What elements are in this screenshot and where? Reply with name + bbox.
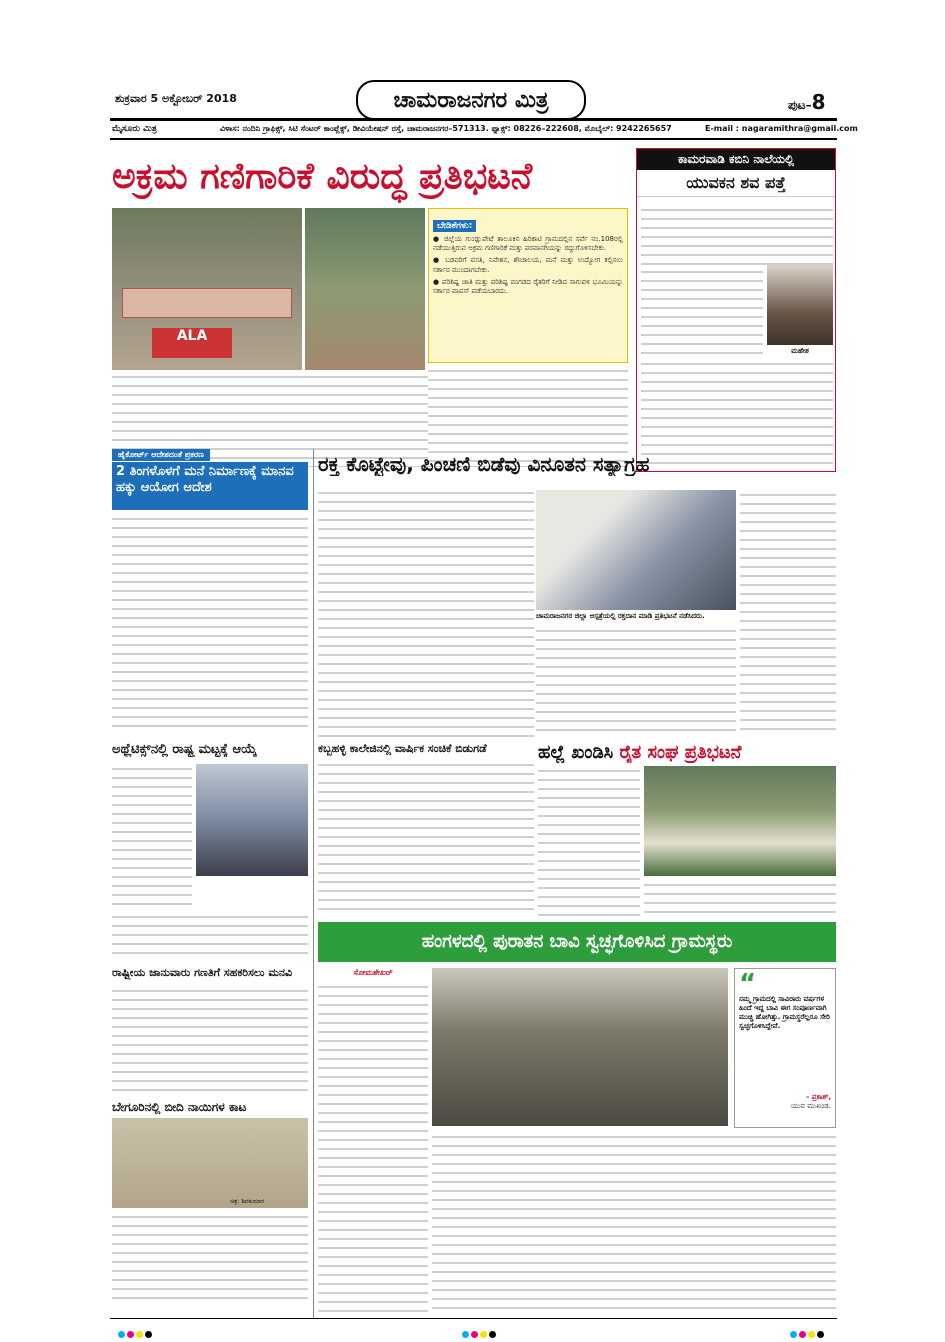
registration-marks (118, 1323, 154, 1342)
demands-box (428, 208, 628, 363)
farmers-headline-part2: ರೈತ ಸಂಘ ಪ್ರತಿಭಟನೆ (619, 742, 742, 763)
lead-headline: ಅಕ್ರಮ ಗಣಿಗಾರಿಕೆ ವಿರುದ್ಧ ಪ್ರತಿಭಟನೆ (112, 155, 533, 197)
header-rule-2 (110, 138, 837, 140)
well-body (318, 982, 428, 1312)
obituary-photo-caption: ಮಹೇಶ (791, 347, 809, 355)
obituary-box (636, 148, 836, 472)
header-date: ಶುಕ್ರವಾರ 5 ಅಕ್ಟೋಬರ್ 2018 (115, 92, 237, 105)
header-rule (110, 118, 837, 121)
obituary-text-2 (641, 267, 763, 357)
page-label: ಪುಟ (788, 98, 806, 112)
well-quote-text: ನಮ್ಮ ಗ್ರಾಮದಲ್ಲಿ ಸಾವಿರಾರು ವರ್ಷಗಳ ಹಿಂದೆ ಇದ್ದ ಬಾವಿ ಈಗ ಸಂಪೂರ್ಣವಾಗಿ ಮುಚ್ಚಿ ಹೋಗಿತ್ತು. ಗ್ರಾಮಸ್ಥರೆಲ್ಲರೂ ಸೇರಿ ಸ್ವಚ್ಛಗೊಳಿಸಿದ್ದೇವೆ. (739, 995, 830, 1030)
satyagraha-photo-caption: ಚಾಮರಾಜನಗರ ಜಿಲ್ಲಾ ಆಸ್ಪತ್ರೆಯಲ್ಲಿ ರಕ್ತದಾನ ಮಾಡಿ ಪ್ರತಿಭಟನೆ ನಡೆಸಿದರು. (536, 612, 705, 620)
obituary-headline-2: ಯುವಕನ ಶವ ಪತ್ತೆ (637, 170, 835, 197)
dogs-headline: ಬೇಗೂರಿನಲ್ಲಿ ಬೀದಿ ನಾಯಿಗಳ ಕಾಟ (112, 1100, 247, 1114)
masthead (356, 80, 586, 120)
well-quote-role: ಯುವ ಮುಖಂಡ. (790, 1102, 831, 1110)
well-headline: ಹಂಗಳದಲ್ಲಿ ಪುರಾತನ ಬಾವಿ ಸ್ವಚ್ಛಗೊಳಿಸಿದ ಗ್ರಾಮಸ್ಥರು (318, 922, 836, 962)
census-headline: ರಾಷ್ಟ್ರೀಯ ಜಾನುವಾರು ಗಣತಿಗೆ ಸಹಕರಿಸಲು ಮನವಿ (112, 966, 293, 979)
demand-item: ● ಪರಿಶಿಷ್ಟ ಜಾತಿ ಮತ್ತು ಪರಿಶಿಷ್ಟ ಪಂಗಡದ ರೈತರಿಗೆ ನೀಡಿದ ಸಾಗುವಳಿ ಭೂಮಿಯನ್ನು ಸರ್ಕಾರ ವಾಪಸ್ ಪಡೆಯಬಾರದು. (433, 277, 623, 296)
farmers-headline-part1: ಹಲ್ಲೆ ಖಂಡಿಸಿ (538, 742, 614, 763)
housing-body (112, 514, 308, 734)
dogs-body (112, 1212, 308, 1302)
stray-dogs-photo (112, 1118, 308, 1208)
obituary-text (641, 205, 833, 265)
page-number-value: 8 (811, 90, 826, 114)
obituary-photo (767, 265, 833, 345)
protest-photo-2 (305, 208, 425, 370)
housing-headline: 2 ತಿಂಗಳೊಳಗೆ ಮನೆ ನಿರ್ಮಾಣಕ್ಕೆ ಮಾನವ ಹಕ್ಕು ಆಯೋಗ ಆದೇಶ (112, 462, 308, 510)
well-cleaning-photo (432, 968, 728, 1126)
well-byline: ಸೋಮಶೇಖರ್ (353, 968, 393, 977)
farmers-headline (538, 742, 836, 763)
blood-donation-photo (536, 490, 736, 610)
demand-item: ● ಜಿಲ್ಲೆಯ ಗುಂಡ್ಲುಪೇಟೆ ತಾಲೂಕಿನ ಹಿರಿಕಾಟಿ ಗ್ರಾಮದಲ್ಲಿನ ಸರ್ವೆ ನಂ.108ರಲ್ಲಿ ನಡೆಯುತ್ತಿರುವ ಅಕ್ರಮ ಗಣಿಗಾರಿಕೆ ಮತ್ತು ಪರವಾನಗಿಯನ್ನು ರದ್ದುಗೊಳಿಸಬೇಕು. (433, 235, 623, 253)
protest-photo: ALA (112, 208, 302, 370)
fest-headline: ಕಬ್ಬಹಳ್ಳಿ ಕಾಲೇಜಿನಲ್ಲಿ ವಾರ್ಷಿಕ ಸಂಚಿಕೆ ಬಿಡುಗಡೆ (318, 742, 487, 755)
dogs-photo-credit: ಚಿತ್ರ: ಶಿವಕುಮಾರ (230, 1198, 265, 1205)
satyagraha-body-3 (740, 490, 836, 736)
farmers-photo (644, 766, 836, 876)
satyagraha-body (318, 488, 534, 738)
footer-rule (110, 1318, 837, 1319)
census-body (112, 986, 308, 1098)
edition-label: ಮೈಸೂರು ಮಿತ್ರ (112, 124, 157, 134)
athletes-body (112, 764, 192, 910)
address-line: ವಿಳಾಸ: ನಂದಿನಿ ಗ್ರಾಫಿಕ್ಸ್, ಸಿಟಿ ಸೆಂಟರ್ ಕಾಂಪ್ಲೆಕ್ಸ್, ಡೀವಿಯೇಷನ್ ರಸ್ತೆ, ಚಾಮರಾಜನಗರ–571313. ಫ್ಯಾಕ್ಸ್: 08226–222608, ಮೊಬೈಲ್: 9242265657 (220, 124, 672, 133)
masthead-title: ಚಾಮರಾಜನಗರ ಮಿತ್ರ (393, 87, 549, 113)
registration-marks (462, 1323, 498, 1342)
housing-kicker: ಹೈಕೋರ್ಟ್ ಆದೇಶದಂತೆ ಪ್ರಕರಣ (112, 449, 210, 461)
registration-marks (790, 1323, 826, 1342)
well-quote-author: – ಪ್ರಕಾಶ್, (805, 1093, 831, 1101)
satyagraha-body-2 (536, 626, 736, 736)
quote-icon: “ (739, 969, 757, 999)
email: E-mail : nagaramithra@gmail.com (705, 124, 858, 133)
well-quote-box (734, 968, 836, 1128)
athletes-body-2 (112, 912, 308, 958)
obituary-headline-1: ಕಾಮರವಾಡಿ ಕಬಿನಿ ನಾಲೆಯಲ್ಲಿ (637, 149, 835, 170)
page-number: ಪುಟ–8 (788, 90, 826, 114)
column-divider (313, 449, 314, 1319)
athletes-headline: ಅಥ್ಲೆಟಿಕ್ಸ್‌ನಲ್ಲಿ ರಾಷ್ಟ್ರ ಮಟ್ಟಕ್ಕೆ ಆಯ್ಕೆ (112, 742, 257, 757)
demands-title: ಬೇಡಿಕೆಗಳು: (433, 220, 476, 232)
fest-body (318, 760, 534, 916)
satyagraha-headline: ರಕ್ತ ಕೊಟ್ಟೇವು, ಪಿಂಚಣಿ ಬಿಡೆವು ವಿನೂತನ ಸತ್ಯಾಗ್ರಹ (318, 452, 650, 476)
well-body-2 (432, 1132, 836, 1312)
demand-item: ● ಬಡವರಿಗೆ ವಸತಿ, ನಿವೇಶನ, ಶೌಚಾಲಯ, ಮನೆ ಮತ್ತು ಉದ್ಯೋಗ ಕಲ್ಪಿಸಲು ಸರ್ಕಾರ ಮುಂದಾಗಬೇಕು. (433, 256, 623, 274)
farmers-body-2 (644, 880, 836, 916)
lead-body-text-2 (428, 366, 628, 466)
farmers-body (538, 766, 640, 916)
athletes-photo (196, 764, 308, 876)
